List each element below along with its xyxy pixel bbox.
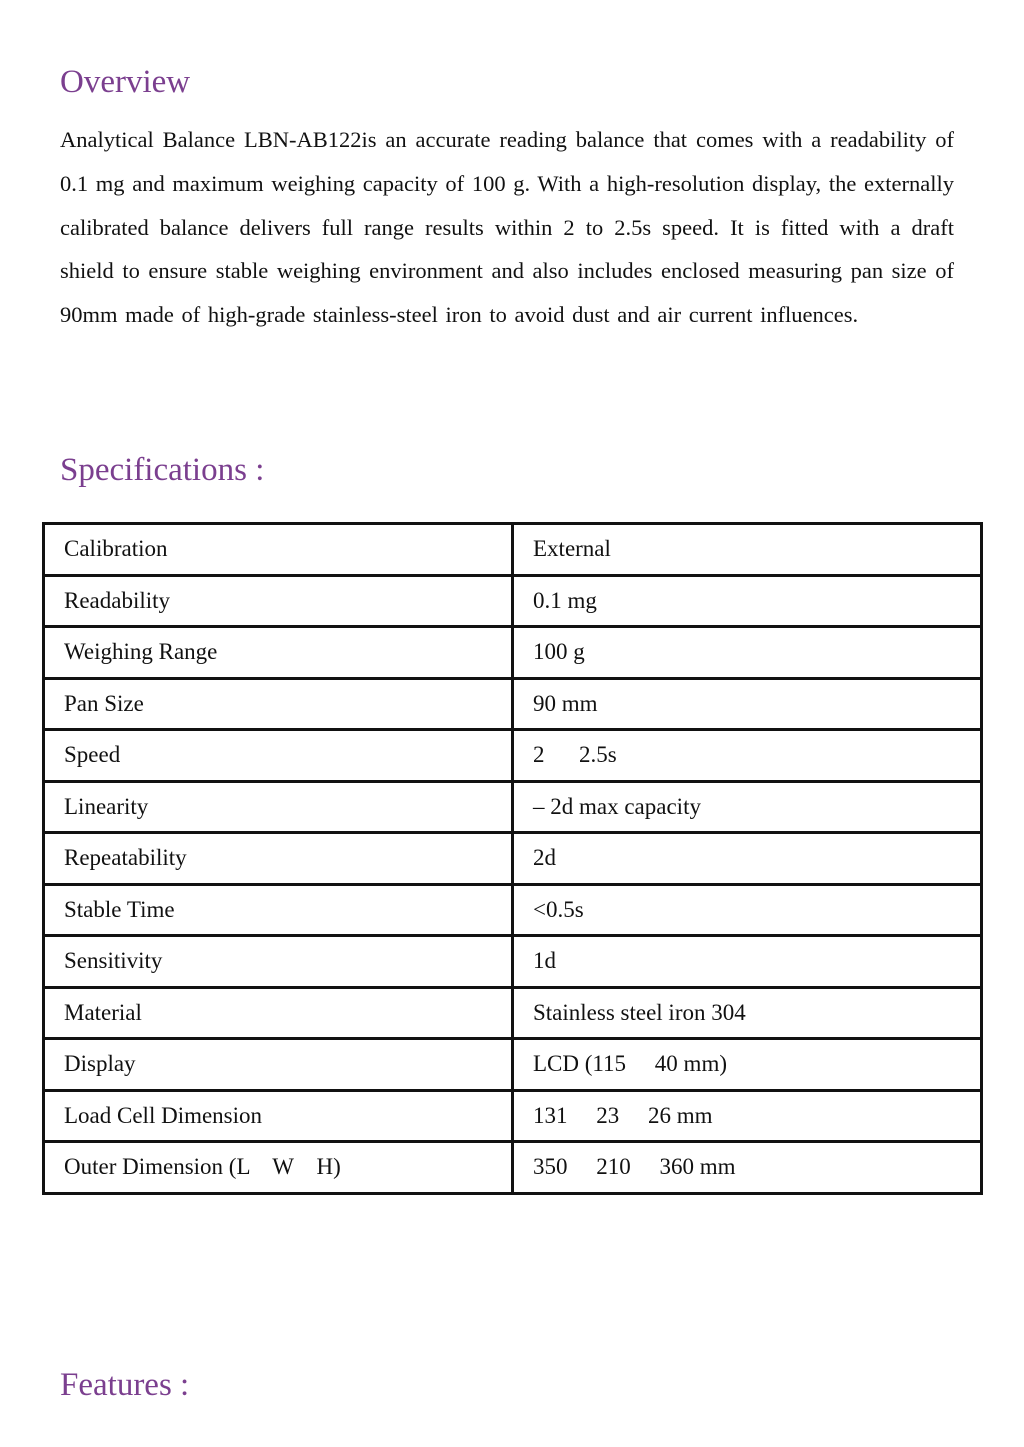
table-row [44,524,982,576]
table-row [44,575,982,627]
spec-value-sensitivity: 1d [513,936,982,988]
spec-value-load-cell-dimension: 131 23 26 mm [513,1090,982,1142]
spec-label-stable-time: Stable Time [44,884,513,936]
spec-label-outer-dimension: Outer Dimension (L W H) [44,1142,513,1194]
spec-value-pan-size: 90 mm [513,678,982,730]
spec-value-outer-dimension: 350 210 360 mm [513,1142,982,1194]
table-row [44,678,982,730]
table-row [44,730,982,782]
spec-value-material: Stainless steel iron 304 [513,987,982,1039]
spec-label-display: Display [44,1039,513,1091]
table-row [44,1142,982,1194]
spec-label-speed: Speed [44,730,513,782]
table-row [44,833,982,885]
table-row [44,1039,982,1091]
spec-value-speed: 2 2.5s [513,730,982,782]
spec-value-calibration: External [513,524,982,576]
spec-label-calibration: Calibration [44,524,513,576]
spec-label-weighing-range: Weighing Range [44,627,513,679]
features-heading: Features : [60,1367,190,1403]
specifications-table [42,522,983,1195]
spec-label-pan-size: Pan Size [44,678,513,730]
spec-label-linearity: Linearity [44,781,513,833]
overview-paragraph: Analytical Balance LBN-AB122is an accurate reading balance that comes with a readability of 0.1 mg and maximum weighing capacity of 100 g. With a high-resolution display, the externally calibrated balance delivers full range results within 2 to 2.5s speed. It is fitted with a draft shield to ensure stable weighing environment and also includes enclosed measuring pan size of 90mm made of high-grade stainless-steel iron to avoid dust and air current influences. [60,127,954,328]
spec-label-sensitivity: Sensitivity [44,936,513,988]
table-row [44,884,982,936]
spec-value-stable-time: <0.5s [513,884,982,936]
table-row [44,781,982,833]
spec-label-readability: Readability [44,575,513,627]
spec-value-linearity: – 2d max capacity [513,781,982,833]
spec-value-repeatability: 2d [513,833,982,885]
table-row [44,627,982,679]
table-row [44,987,982,1039]
spec-value-display: LCD (115 40 mm) [513,1039,982,1091]
specifications-heading: Specifications : [60,452,265,488]
spec-value-weighing-range: 100 g [513,627,982,679]
table-row [44,1090,982,1142]
spec-label-load-cell-dimension: Load Cell Dimension [44,1090,513,1142]
overview-heading: Overview [60,64,191,100]
spec-label-repeatability: Repeatability [44,833,513,885]
spec-value-readability: 0.1 mg [513,575,982,627]
spec-label-material: Material [44,987,513,1039]
table-row [44,936,982,988]
